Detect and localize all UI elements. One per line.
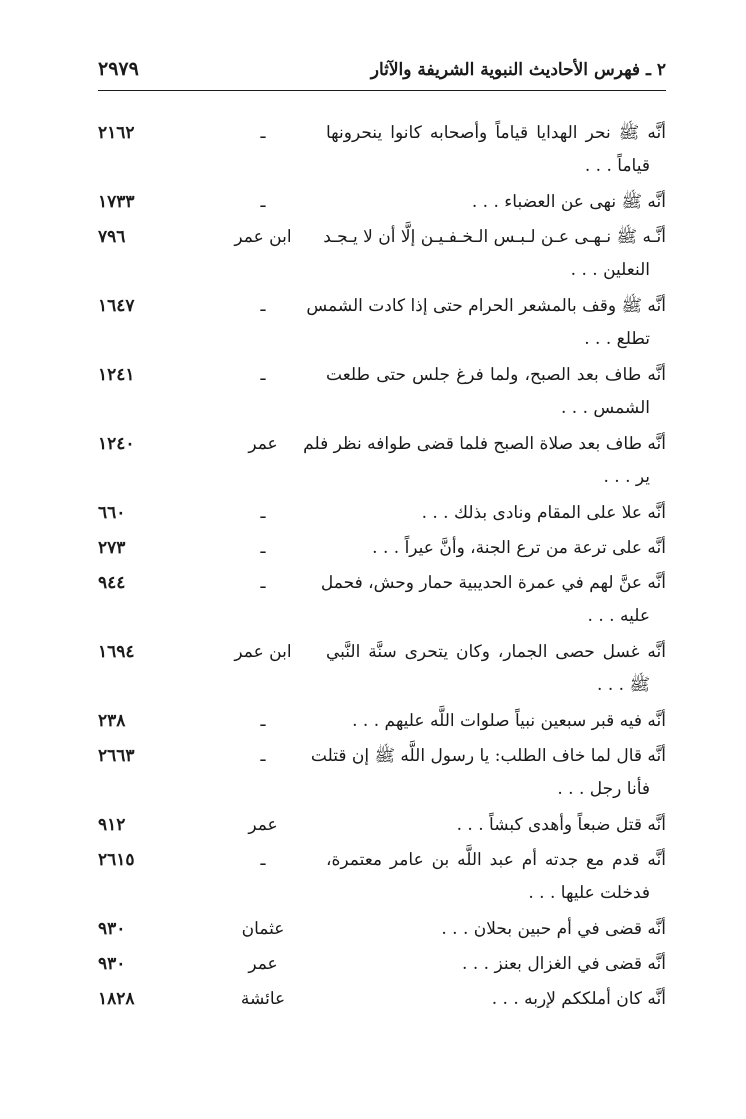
page-number: ٢٩٧٩ (98, 58, 139, 80)
index-entry (98, 913, 666, 946)
hadith-index-list (98, 117, 666, 1018)
hadith-text (326, 359, 666, 425)
hadith-text-line: أنَّه قضى في أم حبين بحلان . . . (441, 919, 666, 939)
narrator: ـ (260, 746, 266, 766)
hadith-text-line: أنَّه فيه قبر سبعين نبياً صلوات اللَّه عليهم . . . (352, 711, 666, 731)
index-entry (98, 428, 666, 494)
index-entry (98, 117, 666, 183)
hadith-text (326, 913, 666, 946)
hadith-text (326, 844, 666, 910)
hadith-text-continuation: ﷺ . . . (597, 675, 650, 695)
reference-number: ١٢٤١ (98, 365, 135, 385)
index-entry (98, 809, 666, 842)
hadith-text (326, 636, 666, 702)
narrator: ـ (260, 123, 266, 143)
reference-number: ٩٣٠ (98, 919, 126, 939)
narrator: عمر (248, 434, 278, 454)
reference-number: ٧٩٦ (98, 227, 126, 247)
index-entry (98, 186, 666, 219)
hadith-text (326, 117, 666, 183)
reference-number: ٢٣٨ (98, 711, 126, 731)
index-entry (98, 948, 666, 981)
hadith-text-line: أنَّه طاف بعد الصبح، ولما فرغ جلس حتى طلعت (326, 365, 666, 385)
narrator: ـ (260, 192, 266, 212)
reference-number: ١٧٣٣ (98, 192, 135, 212)
index-entry (98, 740, 666, 806)
hadith-text (326, 497, 666, 530)
narrator: ـ (260, 573, 266, 593)
hadith-text (326, 983, 666, 1016)
hadith-text (326, 948, 666, 981)
reference-number: ٢١٦٢ (98, 123, 135, 143)
narrator: عمر (248, 815, 278, 835)
hadith-text-continuation: تطلع . . . (584, 329, 650, 349)
reference-number: ٢٦١٥ (98, 850, 135, 870)
narrator: ـ (260, 850, 266, 870)
hadith-text (323, 221, 666, 287)
reference-number: ١٨٢٨ (98, 989, 135, 1009)
reference-number: ٩٣٠ (98, 954, 126, 974)
hadith-text-continuation: قياماً . . . (584, 156, 650, 176)
reference-number: ٢٦٦٣ (98, 746, 135, 766)
hadith-text (326, 186, 666, 219)
hadith-text-continuation: الشمس . . . (561, 398, 650, 418)
hadith-text (326, 705, 666, 738)
index-entry (98, 636, 666, 702)
narrator: ـ (260, 365, 266, 385)
hadith-text-line: أنَّه طاف بعد صلاة الصبح فلما قضى طوافه نظر فلم (303, 434, 666, 454)
hadith-text-line: أنَّه عنَّ لهم في عمرة الحديبية حمار وحش، فحمل (320, 573, 666, 593)
hadith-text-line: أنَّه ﷺ نهى عن العضباء . . . (471, 192, 666, 212)
narrator: ـ (260, 538, 266, 558)
reference-number: ٩٤٤ (98, 573, 126, 593)
reference-number: ١٦٩٤ (98, 642, 135, 662)
hadith-text (326, 809, 666, 842)
hadith-text-line: أنَّـه ﷺ نـهـى عـن لـبـس الـخـفـيـن إلَّا أن لا يـجـد (323, 227, 666, 247)
index-entry (98, 983, 666, 1016)
hadith-text (310, 740, 666, 806)
hadith-text-continuation: عليه . . . (587, 606, 650, 626)
hadith-text-continuation: ير . . . (603, 467, 650, 487)
index-entry (98, 221, 666, 287)
reference-number: ٢٧٣ (98, 538, 126, 558)
hadith-text-line: أنَّه قال لما خاف الطلب: يا رسول اللَّه ﷺ إن قتلت (310, 746, 666, 766)
narrator: عمر (248, 954, 278, 974)
index-entry (98, 844, 666, 910)
hadith-text-line: أنَّه علا على المقام ونادى بذلك . . . (421, 503, 666, 523)
hadith-text-line: أنَّه غسل حصى الجمار، وكان يتحرى سنَّة النَّبي (326, 642, 666, 662)
reference-number: ١٦٤٧ (98, 296, 135, 316)
reference-number: ٦٦٠ (98, 503, 126, 523)
narrator: عائشة (240, 989, 286, 1009)
narrator: عثمان (241, 919, 285, 939)
narrator: ابن عمر (234, 642, 292, 662)
index-entry (98, 359, 666, 425)
hadith-text (303, 428, 666, 494)
reference-number: ٩١٢ (98, 815, 126, 835)
running-title: ٢ ـ فهرس الأحاديث النبوية الشريفة والآثار (370, 60, 666, 80)
index-entry (98, 567, 666, 633)
narrator: ـ (260, 711, 266, 731)
hadith-text (320, 567, 666, 633)
hadith-text-line: أنَّه كان أملككم لإربه . . . (491, 989, 666, 1009)
hadith-text-continuation: النعلين . . . (570, 260, 650, 280)
index-entry (98, 290, 666, 356)
index-entry (98, 705, 666, 738)
hadith-text-line: أنَّه قضى في الغزال بعنز . . . (462, 954, 666, 974)
narrator: ابن عمر (234, 227, 292, 247)
narrator: ـ (260, 503, 266, 523)
hadith-text (326, 532, 666, 565)
hadith-text-line: أنَّه ﷺ وقف بالمشعر الحرام حتى إذا كادت الشمس (306, 296, 666, 316)
hadith-text-line: أنَّه على ترعة من ترع الجنة، وأنَّ عيراً . . . (372, 538, 666, 558)
index-entry (98, 532, 666, 565)
hadith-text-line: أنَّه قدم مع جدته أم عبد اللَّه بن عامر معتمرة، (326, 850, 666, 870)
narrator: ـ (260, 296, 266, 316)
page-header (98, 58, 666, 91)
hadith-text-continuation: فأنا رجل . . . (557, 779, 650, 799)
reference-number: ١٢٤٠ (98, 434, 135, 454)
hadith-text-continuation: فدخلت عليها . . . (528, 883, 650, 903)
hadith-text (306, 290, 666, 356)
index-entry (98, 497, 666, 530)
hadith-text-line: أنَّه قتل ضبعاً وأهدى كبشاً . . . (456, 815, 666, 835)
hadith-text-line: أنَّه ﷺ نحر الهدايا قياماً وأصحابه كانوا ينحرونها (326, 123, 666, 143)
